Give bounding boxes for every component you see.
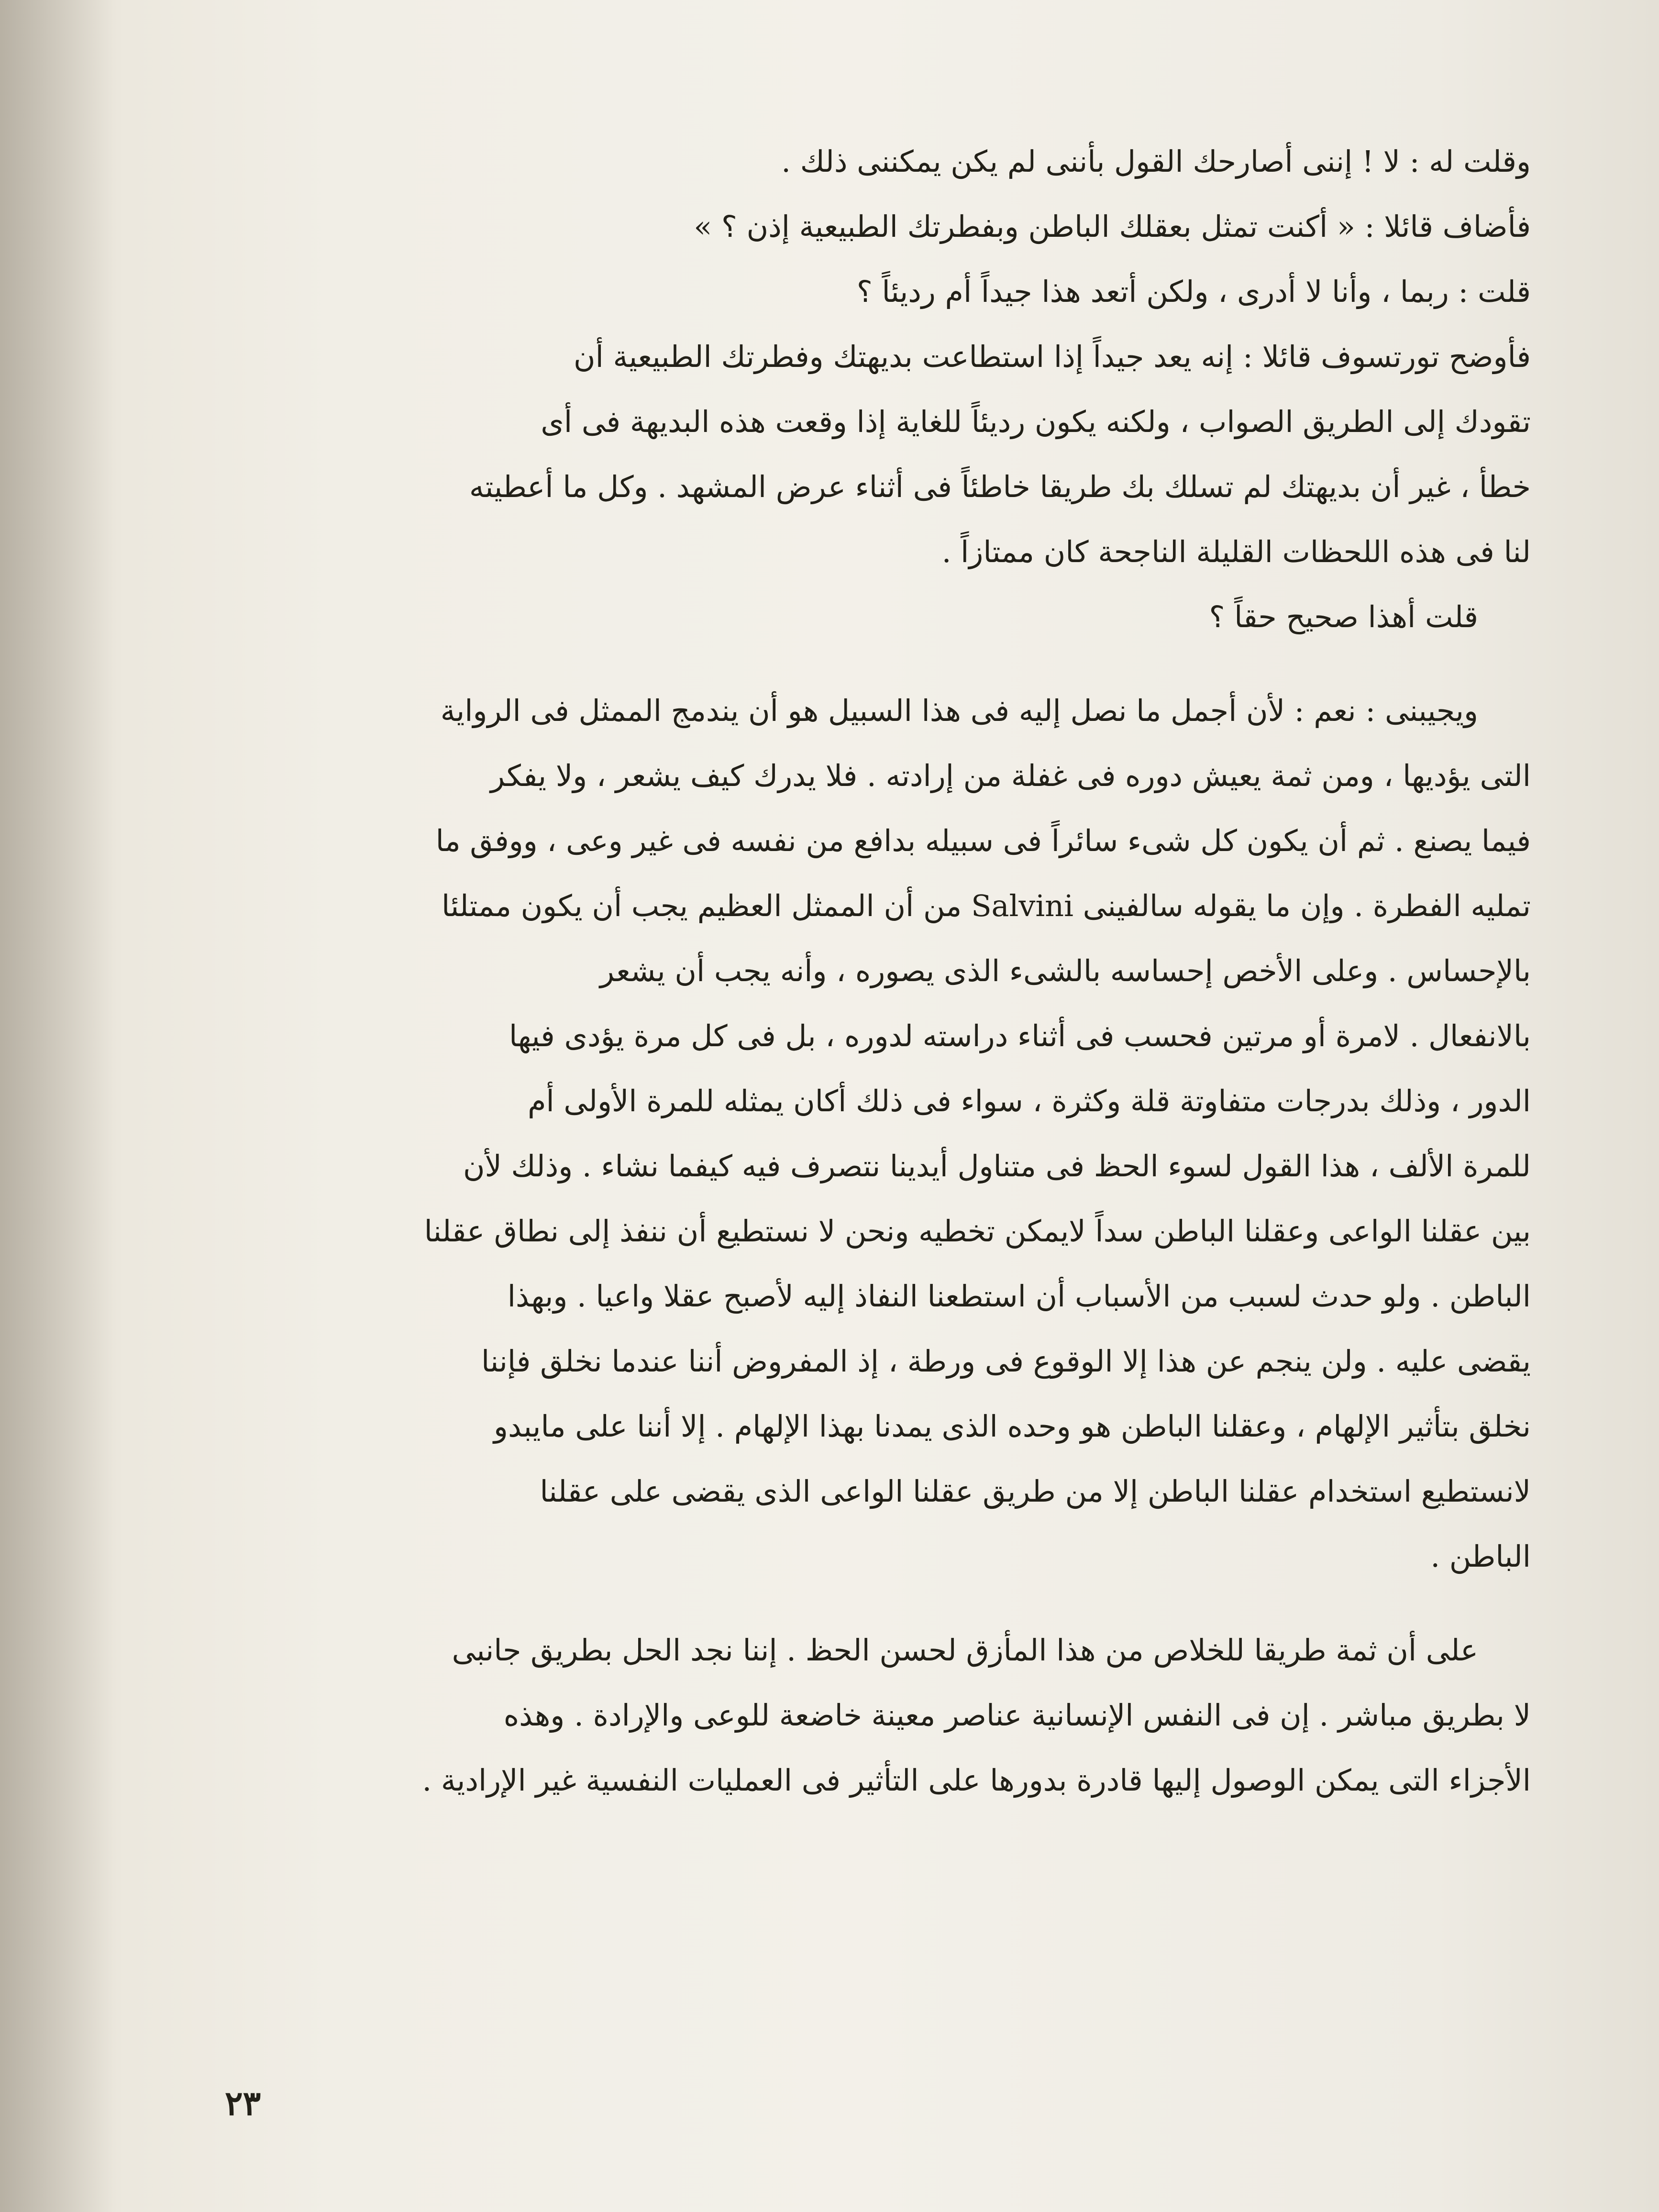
text-line: فأضاف قائلا : « أكنت تمثل بعقلك الباطن وبفطرتك الطبيعية إذن ؟ » — [694, 209, 1531, 244]
text-line: فيما يصنع . ثم أن يكون كل شىء سائراً فى سبيله بدافع من نفسه فى غير وعى ، ووفق ما — [435, 823, 1531, 858]
text-line: وقلت له : لا ! إننى أصارحك القول بأننى لم يكن يمكننى ذلك . — [781, 144, 1531, 179]
text-line: للمرة الألف ، هذا القول لسوء الحظ فى متناول أيدينا نتصرف فيه كيفما نشاء . وذلك لأن — [463, 1149, 1531, 1183]
text-line: الباطن . — [1430, 1539, 1531, 1574]
text-line: خطأ ، غير أن بديهتك لم تسلك بك طريقا خاطئاً فى أثناء عرض المشهد . وكل ما أعطيته — [469, 469, 1531, 504]
text-line: تقودك إلى الطريق الصواب ، ولكنه يكون رديئاً للغاية إذا وقعت هذه البديهة فى أى — [541, 404, 1531, 439]
page-fold-shadow — [0, 0, 115, 2212]
text-line: لا بطريق مباشر . إن فى النفس الإنسانية عناصر معينة خاضعة للوعى والإرادة . وهذه — [503, 1698, 1531, 1733]
text-line: لانستطيع استخدام عقلنا الباطن إلا من طريق عقلنا الواعى الذى يقضى على عقلنا — [540, 1474, 1531, 1509]
text-line: ويجيبنى : نعم : لأن أجمل ما نصل إليه فى هذا السبيل هو أن يندمج الممثل فى الرواية — [440, 693, 1478, 728]
text-line: يقضى عليه . ولن ينجم عن هذا إلا الوقوع فى ورطة ، إذ المفروض أننا عندما نخلق فإننا — [481, 1344, 1531, 1379]
page-number: ٢٣ — [225, 2083, 261, 2123]
text-line: بالإحساس . وعلى الأخص إحساسه بالشىء الذى يصوره ، وأنه يجب أن يشعر — [600, 953, 1531, 988]
text-line: قلت أهذا صحيح حقاً ؟ — [1209, 599, 1478, 634]
text-line: تمليه الفطرة . وإن ما يقوله سالفينى Salvini من أن الممثل العظيم يجب أن يكون ممتلئا — [442, 888, 1531, 923]
text-line: بالانفعال . لامرة أو مرتين فحسب فى أثناء دراسته لدوره ، بل فى كل مرة يؤدى فيها — [509, 1018, 1531, 1053]
text-line: التى يؤديها ، ومن ثمة يعيش دوره فى غفلة من إرادته . فلا يدرك كيف يشعر ، ولا يفكر — [490, 758, 1531, 793]
text-line: قلت : ربما ، وأنا لا أدرى ، ولكن أتعد هذا جيداً أم رديئاً ؟ — [856, 274, 1531, 309]
page-text-block — [249, 129, 1531, 2090]
text-line: الباطن . ولو حدث لسبب من الأسباب أن استطعنا النفاذ إليه لأصبح عقلا واعيا . وبهذا — [507, 1279, 1531, 1314]
text-line: الأجزاء التى يمكن الوصول إليها قادرة بدورها على التأثير فى العمليات النفسية غير الإرادية . — [422, 1763, 1531, 1798]
text-line: فأوضح تورتسوف قائلا : إنه يعد جيداً إذا استطاعت بديهتك وفطرتك الطبيعية أن — [574, 339, 1531, 374]
text-line: نخلق بتأثير الإلهام ، وعقلنا الباطن هو وحده الذى يمدنا بهذا الإلهام . إلا أننا على مايبدو — [494, 1409, 1531, 1444]
text-line: على أن ثمة طريقا للخلاص من هذا المأزق لحسن الحظ . إننا نجد الحل بطريق جانبى — [452, 1633, 1478, 1668]
text-line: بين عقلنا الواعى وعقلنا الباطن سداً لايمكن تخطيه ونحن لا نستطيع أن ننفذ إلى نطاق عقلنا — [424, 1214, 1531, 1249]
text-line: لنا فى هذه اللحظات القليلة الناجحة كان ممتازاً . — [941, 534, 1531, 569]
text-line: الدور ، وذلك بدرجات متفاوتة قلة وكثرة ، سواء فى ذلك أكان يمثله للمرة الأولى أم — [528, 1084, 1531, 1118]
